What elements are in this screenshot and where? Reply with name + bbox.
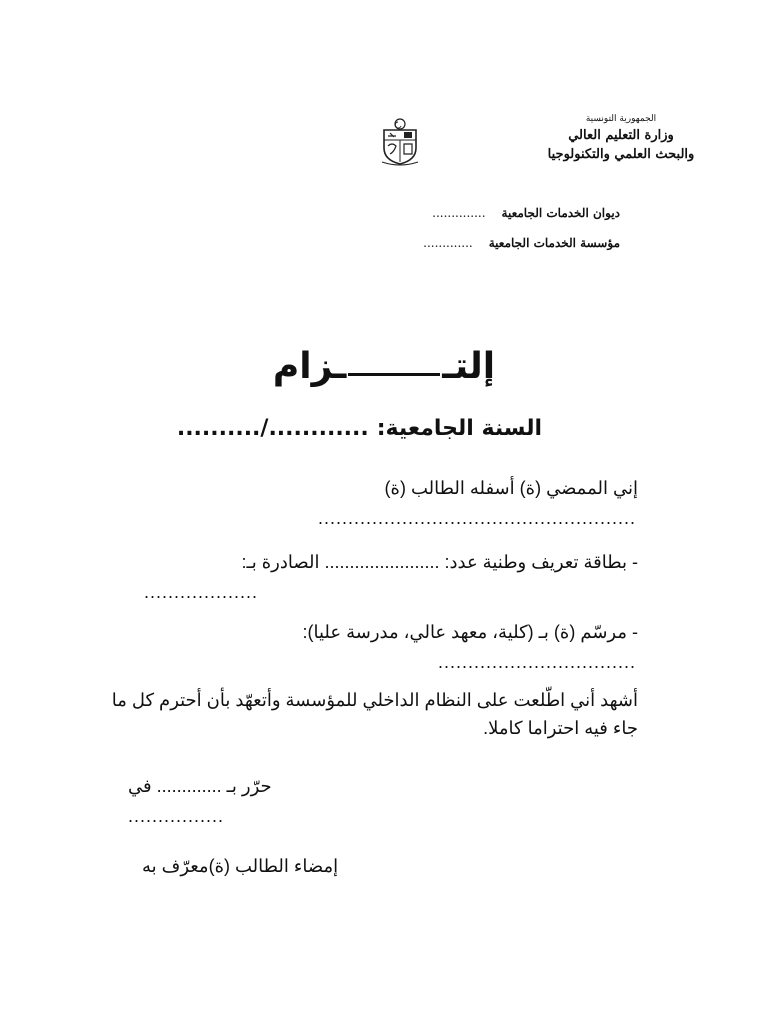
institution-services-label: مؤسسة الخدمات الجامعية [488,236,620,250]
title-part2: ـزام [272,346,347,387]
institution-services-line [423,236,620,250]
ministry-header [546,112,696,164]
undersigned-name-field: ..................................................... [317,508,636,528]
undersigned-line: إني الممضي (ة) أسفله الطالب (ة) [384,478,638,498]
academic-year-label: السنة الجامعية: [376,416,542,441]
done-at-date-field: ................ [128,806,225,826]
enrolled-institution-field: ................................. [437,652,636,672]
academic-year-line [177,416,542,441]
office-services-label: ديوان الخدمات الجامعية [501,206,620,220]
tunisia-coat-of-arms-icon [374,116,426,168]
done-at-line: حرّر بـ ............. في [128,776,272,796]
title-part1: إلتـ [442,346,496,387]
republic-label: الجمهورية التونسية [585,114,657,124]
office-services-line [432,206,620,220]
office-services-dots: .............. [432,206,486,220]
id-card-place-field: ................... [143,582,258,602]
id-card-line: - بطاقة تعريف وطنية عدد: ....................... الصادرة بـ: [241,552,638,572]
title-kashida-bar [348,373,440,376]
academic-year-value: ............/.......... [176,416,369,441]
enrolled-line: - مرسّم (ة) بـ (كلية، معهد عالي، مدرسة عليا): [302,622,638,642]
ministry-name-line1: وزارة التعليم العالي [568,128,674,143]
student-signature-label: إمضاء الطالب (ة)معرّف به [142,856,339,876]
institution-services-dots: ............. [423,236,473,250]
pledge-text-line1: أشهد أني اطّلعت على النظام الداخلي للمؤسسة وأتعهّد بأن أحترم كل ما [111,690,638,710]
pledge-text-line2: جاء فيه احتراما كاملا. [483,718,638,738]
document-title [0,346,768,387]
ministry-name-line2: والبحث العلمي والتكنولوجيا [547,147,695,162]
